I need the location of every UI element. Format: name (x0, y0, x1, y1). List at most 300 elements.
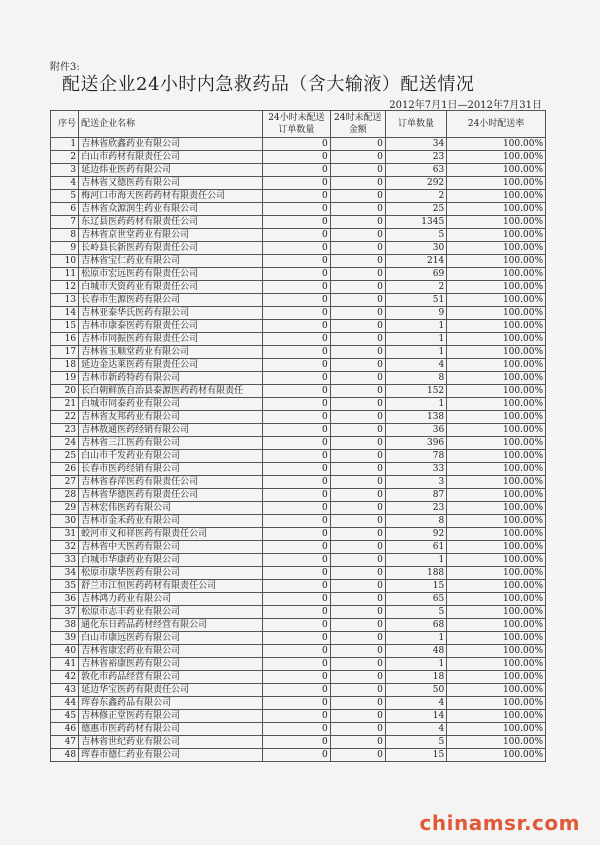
table-row (51, 372, 546, 385)
delivery-rate-cell: 100.00% (447, 684, 546, 697)
delivery-rate-cell: 100.00% (447, 528, 546, 541)
order-count-cell: 25 (385, 203, 446, 216)
undelivered-amount-cell: 0 (330, 307, 385, 320)
undelivered-orders-cell: 0 (263, 203, 331, 216)
attachment-label: 附件3: (50, 62, 80, 73)
table-row (51, 671, 546, 684)
undelivered-amount-cell: 0 (330, 515, 385, 528)
company-name: 吉林市新药特药有限公司 (79, 372, 263, 385)
order-count-cell: 78 (385, 450, 446, 463)
undelivered-amount-cell: 0 (330, 203, 385, 216)
undelivered-orders-cell: 0 (263, 684, 331, 697)
table-row (51, 177, 546, 190)
undelivered-orders-cell: 0 (263, 307, 331, 320)
undelivered-orders-cell: 0 (263, 268, 331, 281)
undelivered-orders-cell: 0 (263, 424, 331, 437)
delivery-rate-cell: 100.00% (447, 450, 546, 463)
table-row (51, 502, 546, 515)
order-count-cell: 1 (385, 658, 446, 671)
undelivered-amount-cell: 0 (330, 567, 385, 580)
delivery-rate-cell: 100.00% (447, 151, 546, 164)
undelivered-orders-cell: 0 (263, 463, 331, 476)
company-name: 白城市天资药业有限责任公司 (79, 281, 263, 294)
order-count-cell: 5 (385, 736, 446, 749)
row-number: 26 (51, 463, 79, 476)
company-name: 吉林修正堂医药有限公司 (79, 710, 263, 723)
delivery-rate-cell: 100.00% (447, 476, 546, 489)
table-row (51, 242, 546, 255)
order-count-cell: 48 (385, 645, 446, 658)
undelivered-orders-cell: 0 (263, 437, 331, 450)
table-row (51, 216, 546, 229)
undelivered-amount-cell: 0 (330, 554, 385, 567)
undelivered-amount-cell: 0 (330, 658, 385, 671)
row-number: 32 (51, 541, 79, 554)
company-name: 吉林省华德医药有限责任公司 (79, 489, 263, 502)
company-name: 吉林省三江医药有限公司 (79, 437, 263, 450)
delivery-rate-cell: 100.00% (447, 255, 546, 268)
company-name: 吉林省又德医药有限公司 (79, 177, 263, 190)
undelivered-amount-cell: 0 (330, 437, 385, 450)
undelivered-orders-cell: 0 (263, 164, 331, 177)
order-count-cell: 396 (385, 437, 446, 450)
row-number: 48 (51, 749, 79, 762)
company-name: 吉林省中天医药有限公司 (79, 541, 263, 554)
undelivered-orders-cell: 0 (263, 398, 331, 411)
delivery-rate-cell: 100.00% (447, 385, 546, 398)
table-row (51, 697, 546, 710)
undelivered-amount-cell: 0 (330, 697, 385, 710)
table-row (51, 606, 546, 619)
undelivered-orders-cell: 0 (263, 671, 331, 684)
order-count-cell: 23 (385, 502, 446, 515)
delivery-rate-cell: 100.00% (447, 294, 546, 307)
order-count-cell: 8 (385, 515, 446, 528)
delivery-rate-cell: 100.00% (447, 203, 546, 216)
row-number: 19 (51, 372, 79, 385)
order-count-cell: 152 (385, 385, 446, 398)
undelivered-amount-cell: 0 (330, 502, 385, 515)
delivery-rate-cell: 100.00% (447, 619, 546, 632)
delivery-rate-cell: 100.00% (447, 606, 546, 619)
header-rate: 24小时配送率 (447, 111, 546, 138)
table-row (51, 658, 546, 671)
company-name: 长岭县长新医药有限责任公司 (79, 242, 263, 255)
undelivered-orders-cell: 0 (263, 476, 331, 489)
row-number: 35 (51, 580, 79, 593)
company-name: 长春市生源医药有限公司 (79, 294, 263, 307)
company-name: 吉林敖通医药经销有限公司 (79, 424, 263, 437)
row-number: 46 (51, 723, 79, 736)
company-name: 珲春市德仁药业有限公司 (79, 749, 263, 762)
row-number: 28 (51, 489, 79, 502)
undelivered-orders-cell: 0 (263, 554, 331, 567)
company-name: 吉林鸿力药业有限公司 (79, 593, 263, 606)
order-count-cell: 3 (385, 476, 446, 489)
delivery-rate-cell: 100.00% (447, 541, 546, 554)
delivery-rate-cell: 100.00% (447, 398, 546, 411)
row-number: 33 (51, 554, 79, 567)
table-row (51, 554, 546, 567)
row-number: 16 (51, 333, 79, 346)
table-row (51, 749, 546, 762)
delivery-rate-cell: 100.00% (447, 658, 546, 671)
order-count-cell: 292 (385, 177, 446, 190)
delivery-rate-cell: 100.00% (447, 177, 546, 190)
undelivered-orders-cell: 0 (263, 242, 331, 255)
table-row (51, 281, 546, 294)
company-name: 吉林省京世堂药业有限公司 (79, 229, 263, 242)
delivery-rate-cell: 100.00% (447, 749, 546, 762)
company-name: 吉林亚泰华氏医药有限公司 (79, 307, 263, 320)
delivery-rate-cell: 100.00% (447, 502, 546, 515)
row-number: 14 (51, 307, 79, 320)
order-count-cell: 8 (385, 372, 446, 385)
company-name: 白山市康远医药有限公司 (79, 632, 263, 645)
row-number: 18 (51, 359, 79, 372)
row-number: 5 (51, 190, 79, 203)
company-name: 白山市千发药业有限公司 (79, 450, 263, 463)
row-number: 13 (51, 294, 79, 307)
table-row (51, 528, 546, 541)
undelivered-amount-cell: 0 (330, 645, 385, 658)
table-row (51, 255, 546, 268)
table-row (51, 411, 546, 424)
header-name: 配送企业名称 (79, 111, 263, 138)
row-number: 3 (51, 164, 79, 177)
undelivered-amount-cell: 0 (330, 372, 385, 385)
order-count-cell: 2 (385, 190, 446, 203)
row-number: 44 (51, 697, 79, 710)
undelivered-orders-cell: 0 (263, 697, 331, 710)
delivery-rate-cell: 100.00% (447, 632, 546, 645)
row-number: 22 (51, 411, 79, 424)
order-count-cell: 4 (385, 723, 446, 736)
company-name: 吉林宏伟医药有限公司 (79, 502, 263, 515)
company-name: 长春市医药经销有限公司 (79, 463, 263, 476)
order-count-cell: 87 (385, 489, 446, 502)
company-name: 东辽县医药药材有限责任公司 (79, 216, 263, 229)
company-name: 吉林省康宏药业有限公司 (79, 645, 263, 658)
delivery-rate-cell: 100.00% (447, 320, 546, 333)
undelivered-orders-cell: 0 (263, 710, 331, 723)
date-range: 2012年7月1日—2012年7月31日 (389, 100, 542, 111)
order-count-cell: 1 (385, 398, 446, 411)
undelivered-amount-cell: 0 (330, 190, 385, 203)
table-row (51, 359, 546, 372)
undelivered-orders-cell: 0 (263, 372, 331, 385)
company-name: 蛟河市义和祥医药有限责任公司 (79, 528, 263, 541)
row-number: 12 (51, 281, 79, 294)
table-row (51, 684, 546, 697)
row-number: 39 (51, 632, 79, 645)
row-number: 23 (51, 424, 79, 437)
order-count-cell: 69 (385, 268, 446, 281)
company-name: 吉林市金禾药业有限公司 (79, 515, 263, 528)
delivery-rate-cell: 100.00% (447, 333, 546, 346)
undelivered-amount-cell: 0 (330, 177, 385, 190)
order-count-cell: 30 (385, 242, 446, 255)
table-row (51, 541, 546, 554)
table-row (51, 723, 546, 736)
undelivered-amount-cell: 0 (330, 580, 385, 593)
delivery-rate-cell: 100.00% (447, 268, 546, 281)
delivery-rate-cell: 100.00% (447, 307, 546, 320)
company-name: 吉林省众源润生药业有限公司 (79, 203, 263, 216)
order-count-cell: 23 (385, 151, 446, 164)
delivery-rate-cell: 100.00% (447, 736, 546, 749)
header-undelivered-amount: 24时未配送金额 (330, 111, 385, 138)
row-number: 9 (51, 242, 79, 255)
table-row (51, 619, 546, 632)
undelivered-amount-cell: 0 (330, 606, 385, 619)
undelivered-orders-cell: 0 (263, 619, 331, 632)
row-number: 8 (51, 229, 79, 242)
company-name: 吉林市康泰医药有限责任公司 (79, 320, 263, 333)
order-count-cell: 34 (385, 138, 446, 151)
undelivered-orders-cell: 0 (263, 255, 331, 268)
undelivered-amount-cell: 0 (330, 151, 385, 164)
row-number: 21 (51, 398, 79, 411)
row-number: 41 (51, 658, 79, 671)
order-count-cell: 1 (385, 554, 446, 567)
table-row (51, 138, 546, 151)
delivery-rate-cell: 100.00% (447, 580, 546, 593)
undelivered-orders-cell: 0 (263, 736, 331, 749)
undelivered-orders-cell: 0 (263, 606, 331, 619)
undelivered-orders-cell: 0 (263, 502, 331, 515)
table-body (51, 138, 546, 762)
company-name: 延边金达莱医药有限责任公司 (79, 359, 263, 372)
undelivered-amount-cell: 0 (330, 229, 385, 242)
row-number: 10 (51, 255, 79, 268)
undelivered-amount-cell: 0 (330, 489, 385, 502)
company-name: 舒兰市江恒医药药材有限责任公司 (79, 580, 263, 593)
row-number: 45 (51, 710, 79, 723)
undelivered-amount-cell: 0 (330, 749, 385, 762)
table-row (51, 736, 546, 749)
table-row (51, 268, 546, 281)
undelivered-orders-cell: 0 (263, 749, 331, 762)
company-name: 白山市药材有限责任公司 (79, 151, 263, 164)
row-number: 25 (51, 450, 79, 463)
row-number: 6 (51, 203, 79, 216)
row-number: 36 (51, 593, 79, 606)
table-row (51, 567, 546, 580)
table-row (51, 632, 546, 645)
row-number: 24 (51, 437, 79, 450)
undelivered-orders-cell: 0 (263, 515, 331, 528)
delivery-rate-cell: 100.00% (447, 593, 546, 606)
row-number: 15 (51, 320, 79, 333)
undelivered-amount-cell: 0 (330, 359, 385, 372)
table-row (51, 333, 546, 346)
undelivered-amount-cell: 0 (330, 346, 385, 359)
undelivered-orders-cell: 0 (263, 216, 331, 229)
company-name: 延边华宝医药有限责任公司 (79, 684, 263, 697)
undelivered-orders-cell: 0 (263, 645, 331, 658)
delivery-rate-cell: 100.00% (447, 463, 546, 476)
row-number: 29 (51, 502, 79, 515)
undelivered-amount-cell: 0 (330, 476, 385, 489)
row-number: 2 (51, 151, 79, 164)
table-row (51, 164, 546, 177)
undelivered-orders-cell: 0 (263, 632, 331, 645)
undelivered-orders-cell: 0 (263, 190, 331, 203)
company-name: 吉林省春萍医药有限责任公司 (79, 476, 263, 489)
company-name: 吉林省世纪药业有限公司 (79, 736, 263, 749)
undelivered-amount-cell: 0 (330, 242, 385, 255)
row-number: 17 (51, 346, 79, 359)
row-number: 37 (51, 606, 79, 619)
undelivered-orders-cell: 0 (263, 281, 331, 294)
table-row (51, 437, 546, 450)
undelivered-amount-cell: 0 (330, 723, 385, 736)
table-row (51, 515, 546, 528)
undelivered-amount-cell: 0 (330, 281, 385, 294)
delivery-table (50, 110, 546, 762)
row-number: 1 (51, 138, 79, 151)
undelivered-orders-cell: 0 (263, 177, 331, 190)
site-watermark: chinamsr.com (419, 811, 580, 835)
undelivered-orders-cell: 0 (263, 411, 331, 424)
table-row (51, 151, 546, 164)
table-row (51, 307, 546, 320)
table-row (51, 424, 546, 437)
undelivered-orders-cell: 0 (263, 346, 331, 359)
table-header-row (51, 111, 546, 138)
order-count-cell: 15 (385, 580, 446, 593)
undelivered-amount-cell: 0 (330, 528, 385, 541)
company-name: 吉林省玉顺堂药业有限公司 (79, 346, 263, 359)
order-count-cell: 36 (385, 424, 446, 437)
undelivered-amount-cell: 0 (330, 255, 385, 268)
company-name: 松原市宏远医药有限责任公司 (79, 268, 263, 281)
row-number: 38 (51, 619, 79, 632)
order-count-cell: 33 (385, 463, 446, 476)
document-title: 配送企业24小时内急救药品（含大输液）配送情况 (62, 74, 475, 95)
table-row (51, 190, 546, 203)
undelivered-orders-cell: 0 (263, 385, 331, 398)
order-count-cell: 9 (385, 307, 446, 320)
undelivered-amount-cell: 0 (330, 294, 385, 307)
undelivered-orders-cell: 0 (263, 333, 331, 346)
order-count-cell: 15 (385, 749, 446, 762)
order-count-cell: 65 (385, 593, 446, 606)
row-number: 34 (51, 567, 79, 580)
delivery-rate-cell: 100.00% (447, 567, 546, 580)
order-count-cell: 5 (385, 606, 446, 619)
row-number: 4 (51, 177, 79, 190)
undelivered-amount-cell: 0 (330, 593, 385, 606)
order-count-cell: 138 (385, 411, 446, 424)
order-count-cell: 92 (385, 528, 446, 541)
order-count-cell: 50 (385, 684, 446, 697)
undelivered-orders-cell: 0 (263, 567, 331, 580)
undelivered-orders-cell: 0 (263, 151, 331, 164)
table-row (51, 385, 546, 398)
undelivered-orders-cell: 0 (263, 593, 331, 606)
order-count-cell: 61 (385, 541, 446, 554)
order-count-cell: 1345 (385, 216, 446, 229)
delivery-rate-cell: 100.00% (447, 190, 546, 203)
row-number: 30 (51, 515, 79, 528)
delivery-rate-cell: 100.00% (447, 489, 546, 502)
order-count-cell: 1 (385, 346, 446, 359)
table-row (51, 346, 546, 359)
delivery-rate-cell: 100.00% (447, 710, 546, 723)
undelivered-orders-cell: 0 (263, 359, 331, 372)
delivery-rate-cell: 100.00% (447, 424, 546, 437)
company-name: 敦化市药品经营有限公司 (79, 671, 263, 684)
undelivered-orders-cell: 0 (263, 658, 331, 671)
delivery-rate-cell: 100.00% (447, 138, 546, 151)
undelivered-amount-cell: 0 (330, 320, 385, 333)
delivery-rate-cell: 100.00% (447, 697, 546, 710)
table-row (51, 645, 546, 658)
order-count-cell: 5 (385, 229, 446, 242)
delivery-rate-cell: 100.00% (447, 515, 546, 528)
table-row (51, 450, 546, 463)
delivery-rate-cell: 100.00% (447, 437, 546, 450)
order-count-cell: 1 (385, 632, 446, 645)
table-row (51, 489, 546, 502)
table-row (51, 476, 546, 489)
order-count-cell: 1 (385, 320, 446, 333)
undelivered-orders-cell: 0 (263, 528, 331, 541)
order-count-cell: 1 (385, 333, 446, 346)
undelivered-amount-cell: 0 (330, 411, 385, 424)
undelivered-amount-cell: 0 (330, 736, 385, 749)
company-name: 松原市康华医药有限公司 (79, 567, 263, 580)
delivery-rate-cell: 100.00% (447, 372, 546, 385)
undelivered-amount-cell: 0 (330, 619, 385, 632)
delivery-rate-cell: 100.00% (447, 346, 546, 359)
row-number: 20 (51, 385, 79, 398)
company-name: 吉林省欣鑫药业有限公司 (79, 138, 263, 151)
header-order-count: 订单数量 (385, 111, 446, 138)
table-row (51, 294, 546, 307)
undelivered-amount-cell: 0 (330, 216, 385, 229)
table-row (51, 463, 546, 476)
undelivered-amount-cell: 0 (330, 710, 385, 723)
row-number: 43 (51, 684, 79, 697)
table-row (51, 229, 546, 242)
undelivered-amount-cell: 0 (330, 333, 385, 346)
undelivered-orders-cell: 0 (263, 294, 331, 307)
order-count-cell: 4 (385, 359, 446, 372)
delivery-rate-cell: 100.00% (447, 645, 546, 658)
company-name: 长白朝鲜族自治县泰源医药药材有限责任 (79, 385, 263, 398)
company-name: 德惠市医药药材有限公司 (79, 723, 263, 736)
company-name: 松原市志丰药业有限公司 (79, 606, 263, 619)
company-name: 梅河口市海天医药药材有限责任公司 (79, 190, 263, 203)
table-row (51, 320, 546, 333)
undelivered-orders-cell: 0 (263, 541, 331, 554)
order-count-cell: 14 (385, 710, 446, 723)
undelivered-amount-cell: 0 (330, 385, 385, 398)
undelivered-amount-cell: 0 (330, 463, 385, 476)
company-name: 白城市同泰药业有限公司 (79, 398, 263, 411)
undelivered-amount-cell: 0 (330, 684, 385, 697)
undelivered-orders-cell: 0 (263, 138, 331, 151)
company-name: 通化东日药品药材经营有限公司 (79, 619, 263, 632)
undelivered-orders-cell: 0 (263, 450, 331, 463)
row-number: 27 (51, 476, 79, 489)
delivery-rate-cell: 100.00% (447, 229, 546, 242)
delivery-rate-cell: 100.00% (447, 242, 546, 255)
header-no: 序号 (51, 111, 79, 138)
